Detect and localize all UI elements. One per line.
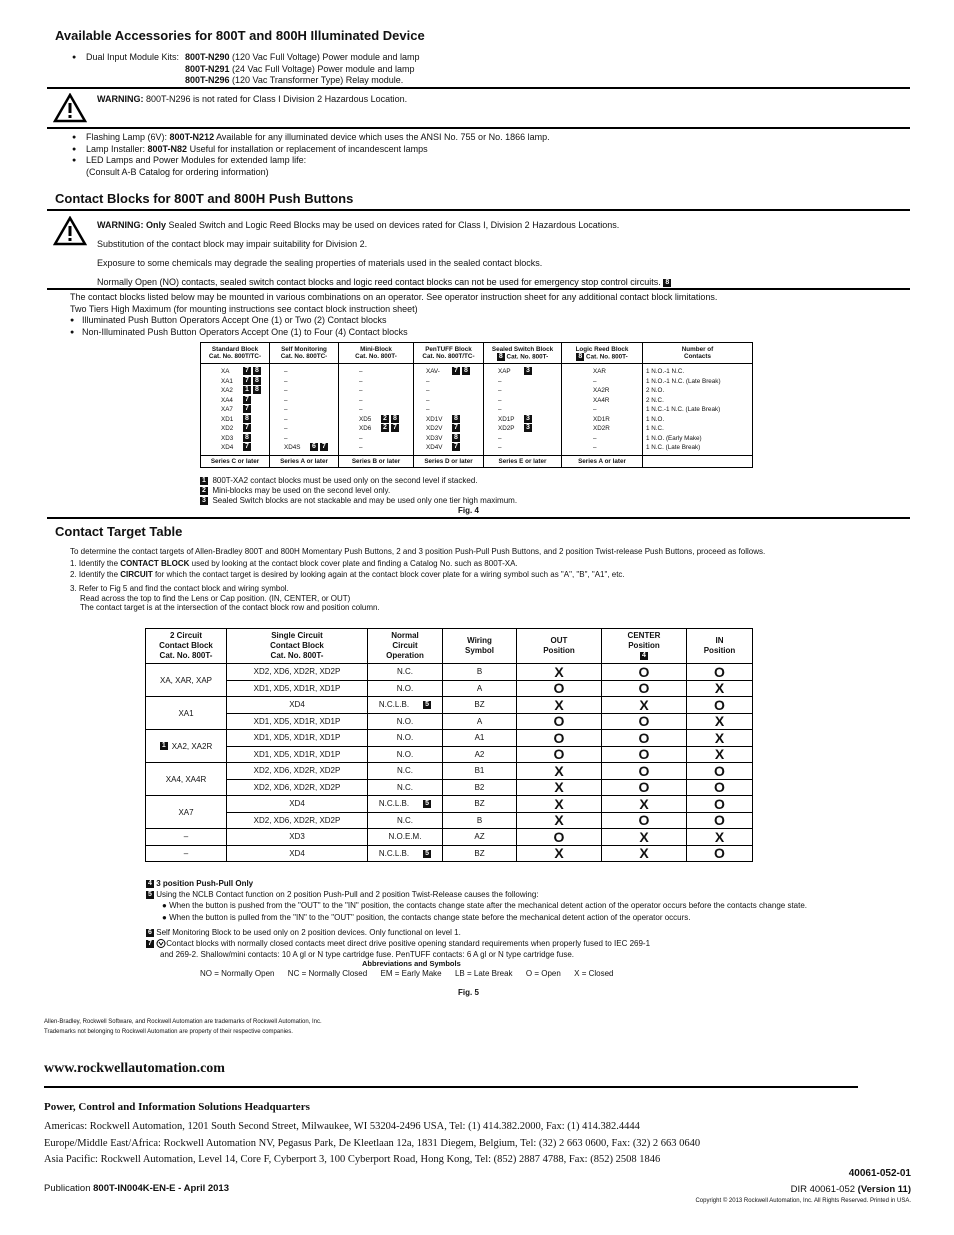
series-label: Series A or later: [562, 456, 643, 468]
mini-cells: [339, 364, 414, 456]
cell-entry: 2 N.O.: [646, 387, 665, 394]
cell-entry: XD1R: [593, 415, 610, 423]
single-circuit-block: XD1, XD5, XD1R, XD1P: [227, 730, 368, 747]
note-badge: 6: [310, 443, 318, 451]
center-position-target: O: [602, 730, 687, 747]
single-circuit-block: XD2, XD6, XD2R, XD2P: [227, 763, 368, 780]
warning-rule-bottom: [47, 127, 910, 129]
cell-entry: –: [284, 415, 288, 423]
wiring-symbol: B2: [443, 779, 517, 796]
warning-icon: [53, 93, 87, 123]
cell-entry: 1 N.O.-1 N.C. (Late Break): [646, 377, 721, 385]
wiring-symbol: A: [443, 713, 517, 730]
fig4-caption: Fig. 4: [458, 506, 479, 515]
cell-entry: XD4V 7: [426, 443, 483, 453]
pentuff-cells: [414, 364, 484, 456]
positive-opening-icon: [156, 939, 166, 948]
col-wiring-symbol: Wiring Symbol: [443, 629, 517, 664]
single-circuit-block: XD1, XD5, XD1R, XD1P: [227, 680, 368, 697]
note-badge: 7: [452, 443, 460, 451]
contact-target-title: Contact Target Table: [55, 524, 183, 539]
cell-entry: –: [359, 396, 363, 404]
out-position-target: O: [517, 829, 602, 846]
contact-blocks-title: Contact Blocks for 800T and 800H Push Buttons: [55, 191, 354, 206]
table-row: [146, 796, 753, 813]
table-row: [146, 697, 753, 714]
note-badge: 8: [253, 386, 261, 394]
series-label: Series B or later: [339, 456, 414, 468]
center-position-target: X: [602, 829, 687, 846]
cell-entry: –: [359, 434, 363, 442]
note-badge: 7: [243, 443, 251, 451]
cell-entry: XA4R: [593, 396, 610, 404]
table-row: [146, 812, 753, 829]
note-badge: 7: [243, 424, 251, 432]
cell-entry: XA2 1 8: [221, 386, 269, 396]
cell-entry: –: [284, 406, 288, 413]
center-position-target: O: [602, 664, 687, 681]
hq-addresses: Americas: Rockwell Automation, 1201 South Second Street, Milwaukee, WI 53204-2496 USA, Tel: (1) 414.382.2000, Fax: (1) 414.382.4444 Europe/Middle East/Africa: Rockwell Automation NV, Pegasus Park, De Kleetlaan 12a, 1831 Diegem, Belgium, Tel: (32) 2 663 0600, Fax: (32) 2 663 0640 Asia Pacific: Rockwell Automation, Level 14, Core F, Cyberport 3, 100 Cyberport Road, Hong Kong, Tel: (852) 2887 4788, Fax: (852) 2508 1846: [44, 1121, 701, 1165]
single-circuit-block: XD3: [227, 829, 368, 846]
in-position-target: O: [687, 796, 753, 813]
in-position-target: X: [687, 680, 753, 697]
cell-entry: –: [359, 368, 363, 375]
center-position-target: X: [602, 796, 687, 813]
contact-blocks-intro: The contact blocks listed below may be mounted in various combinations on an operator. See operator instruction sheet for any additional contact block limitations. Two Tiers High Maximum (for mounting instructions see contact block instruction sheet) ● Illuminated Push Button Operators Accept One (1) or Two (2) Contact blocks ● Non-Illuminated Push Button Operators Accept One (1) to Four (4) Contact blocks: [70, 292, 718, 337]
cell-entry: 1 N.O.: [646, 415, 665, 423]
accessories-title: Available Accessories for 800T and 800H Illuminated Device: [55, 28, 425, 43]
series-label: [643, 456, 753, 468]
in-position-target: O: [687, 845, 753, 862]
table-header-row: [146, 629, 753, 664]
note-badge: 7: [243, 367, 251, 375]
col-normal-operation: Normal Circuit Operation: [368, 629, 443, 664]
wiring-symbol: B1: [443, 763, 517, 780]
single-circuit-block: XD4: [227, 697, 368, 714]
col-in-position: IN Position: [687, 629, 753, 664]
out-position-target: O: [517, 746, 602, 763]
two-circuit-block: XA, XAR, XAP: [146, 664, 227, 697]
col-self-monitoring: Self Monitoring Cat. No. 800TC-: [270, 343, 339, 364]
col-pentuff: PenTUFF Block Cat. No. 800T/TC-: [414, 343, 484, 364]
normal-operation: N.C.L.B. 5: [368, 697, 443, 714]
col-single-circuit: Single Circuit Contact Block Cat. No. 800T-: [227, 629, 368, 664]
note-badge: 4: [640, 652, 648, 660]
out-position-target: X: [517, 763, 602, 780]
single-circuit-block: XD2, XD6, XD2R, XD2P: [227, 812, 368, 829]
out-position-target: O: [517, 730, 602, 747]
cell-entry: XD1V 8: [426, 415, 483, 425]
out-position-target: X: [517, 796, 602, 813]
table-row: [146, 713, 753, 730]
in-position-target: X: [687, 829, 753, 846]
in-position-target: O: [687, 697, 753, 714]
cell-entry: –: [498, 444, 502, 451]
fig5-notes: 4 3 position Push-Pull Only 5 Using the NCLB Contact function on 2 position Push-Pull and 2 position Twist-Release causes the following: ● When the button is pushed from the "OUT" to the "IN" position, the contacts change state after the mechanical detent action of the operator occurs before the contacts change state. ● When the button is pulled from the "IN" to the "OUT" position, the contacts change state before the mechanical detent action of the operator occurs. 6 Self Monitoring Block to be used only on 2 position devices. Only functional on level 1. 7 Contact blocks with normally closed contacts meet direct drive positive opening standard requirements when properly fused to IEC 269-1 and 269-2. Shallow/mini contacts: 10 A gl or N type cartridge fuse. PenTUFF contacts: 6 A gl or N type cartridge fuse.: [146, 878, 807, 960]
normal-operation: N.C.: [368, 779, 443, 796]
cell-entry: –: [284, 425, 288, 432]
cell-entry: XD1P 3: [498, 415, 561, 425]
cell-entry: XD2P 3: [498, 424, 561, 434]
cell-entry: XD3 8: [221, 434, 269, 444]
contact-target-table: [145, 628, 753, 862]
cell-entry: XAV- 7 8: [426, 367, 483, 377]
cell-entry: XD4 7: [221, 443, 269, 453]
out-position-target: X: [517, 697, 602, 714]
col-contacts: Number of Contacts: [643, 343, 753, 364]
cell-entry: XD6 2 7: [359, 424, 413, 434]
normal-operation: N.C.: [368, 664, 443, 681]
cell-entry: 1 N.C.-1 N.C. (Late Break): [646, 406, 721, 413]
in-position-target: X: [687, 713, 753, 730]
cell-entry: –: [498, 396, 502, 404]
standard-cells: [201, 364, 270, 456]
series-label: Series A or later: [270, 456, 339, 468]
col-sealed: Sealed Switch Block 8 Cat. No. 800T-: [484, 343, 562, 364]
warning-n296: WARNING: 800T-N296 is not rated for Class I Division 2 Hazardous Location.: [97, 94, 408, 104]
note-badge: 5: [423, 800, 431, 808]
cell-entry: –: [498, 406, 502, 413]
cell-entry: –: [359, 387, 363, 394]
cell-entry: XA1 7 8: [221, 377, 269, 387]
table-row: [146, 779, 753, 796]
in-position-target: O: [687, 763, 753, 780]
cell-entry: XD1 8: [221, 415, 269, 425]
center-position-target: X: [602, 697, 687, 714]
cell-entry: –: [359, 444, 363, 451]
single-circuit-block: XD1, XD5, XD1R, XD1P: [227, 713, 368, 730]
note-badge: 2: [381, 415, 389, 423]
in-position-target: X: [687, 746, 753, 763]
two-circuit-block: –: [146, 829, 227, 846]
cell-entry: –: [284, 434, 288, 442]
cell-entry: –: [426, 387, 430, 394]
cell-entry: 2 N.C.: [646, 396, 664, 404]
note-badge: 8: [243, 434, 251, 442]
single-circuit-block: XD2, XD6, XD2R, XD2P: [227, 664, 368, 681]
two-circuit-block: –: [146, 845, 227, 862]
cell-entry: XA2R: [593, 387, 610, 394]
contacts-cells: [643, 364, 753, 456]
table-header-row: [201, 343, 753, 364]
series-row: [201, 456, 753, 468]
in-position-target: O: [687, 664, 753, 681]
warning-icon: [53, 216, 87, 246]
cell-entry: –: [593, 406, 597, 413]
cell-entry: –: [284, 368, 288, 375]
cell-entry: –: [426, 377, 430, 385]
cell-entry: –: [593, 444, 597, 451]
cell-entry: XA4 7: [221, 396, 269, 406]
center-position-target: O: [602, 680, 687, 697]
fig5-caption: Fig. 5: [458, 988, 479, 997]
note-badge: 7: [243, 377, 251, 385]
in-position-target: X: [687, 730, 753, 747]
cell-entry: XAP 3: [498, 367, 561, 377]
note-badge: 7: [452, 367, 460, 375]
two-circuit-block: 1 XA2, XA2R: [146, 730, 227, 763]
cell-entry: XD2R: [593, 425, 610, 432]
note-badge: 5: [423, 701, 431, 709]
self-monitoring-cells: [270, 364, 339, 456]
cell-entry: XD2V 7: [426, 424, 483, 434]
col-out-position: OUT Position: [517, 629, 602, 664]
center-position-target: O: [602, 713, 687, 730]
cell-entry: 1 N.O. (Early Make): [646, 434, 702, 442]
cell-entry: 1 N.C.: [646, 425, 664, 432]
section-rule: [47, 517, 910, 519]
note-badge: 8: [253, 367, 261, 375]
note-badge: 3: [524, 424, 532, 432]
cell-entry: –: [359, 377, 363, 385]
note-badge: 8: [452, 434, 460, 442]
note-badge: 8: [462, 367, 470, 375]
center-position-target: O: [602, 763, 687, 780]
normal-operation: N.O.: [368, 713, 443, 730]
wiring-symbol: B: [443, 812, 517, 829]
normal-operation: N.O.: [368, 746, 443, 763]
cell-entry: –: [284, 377, 288, 385]
note-badge: 7: [391, 424, 399, 432]
note-badge: 5: [423, 850, 431, 858]
note-badge: 8: [243, 415, 251, 423]
warning-rule-top: [47, 87, 910, 89]
wiring-symbol: BZ: [443, 845, 517, 862]
normal-operation: N.C.L.B. 5: [368, 796, 443, 813]
website-link[interactable]: www.rockwellautomation.com: [44, 1061, 225, 1076]
single-circuit-block: XD1, XD5, XD1R, XD1P: [227, 746, 368, 763]
cell-entry: XD5 2 8: [359, 415, 413, 425]
series-label: Series E or later: [484, 456, 562, 468]
cell-entry: XD2 7: [221, 424, 269, 434]
accessory-items: ● Flashing Lamp (6V): 800T-N212 Available for any illuminated device which uses the ANSI No. 755 or No. 1866 lamp. ● Lamp Installer: 800T-N82 Useful for installation or replacement of incandescent lamps ● LED Lamps and Power Modules for extended lamp life: (Consult A-B Catalog for ordering information): [72, 132, 550, 177]
note-badge: 3: [524, 367, 532, 375]
center-position-target: X: [602, 845, 687, 862]
table-row: [146, 763, 753, 780]
out-position-target: X: [517, 664, 602, 681]
cell-entry: XD4S 6 7: [284, 443, 338, 453]
normal-operation: N.O.E.M.: [368, 829, 443, 846]
normal-operation: N.C.: [368, 812, 443, 829]
wiring-symbol: A1: [443, 730, 517, 747]
document-ids: 40061-052-01 DIR 40061-052 (Version 11) Copyright © 2013 Rockwell Automation, Inc. All Rights Reserved. Printed in USA.: [695, 1168, 911, 1204]
wiring-symbol: BZ: [443, 796, 517, 813]
note-badge: 8: [391, 415, 399, 423]
abbr-list: NO = Normally Open NC = Normally Closed EM = Early Make LB = Late Break O = Open X = Closed: [200, 969, 614, 978]
two-circuit-block: XA1: [146, 697, 227, 730]
cell-entry: –: [593, 377, 597, 385]
two-circuit-block: XA7: [146, 796, 227, 829]
table-row: [146, 845, 753, 862]
cell-entry: –: [284, 396, 288, 404]
contact-target-instructions: To determine the contact targets of Allen-Bradley 800T and 800H Momentary Push Buttons, 2 and 3 position Push-Pull Push Buttons, and 2 position Twist-release Push Buttons, proceed as follows. 1. Identify the CONTACT BLOCK used by looking at the contact block cover plate and finding a Catalog No. such as 800T-XA. 2. Identify the CIRCUIT for which the contact target is desired by looking again at the contact block cover plate for a wiring symbol such as "A", "B", "A1", etc. 3. Refer to Fig 5 and find the contact block and wiring symbol. Read across the top to find the Lens or Cap position. (IN, CENTER, or OUT) The contact target is at the intersection of the contact block row and position column.: [70, 547, 766, 612]
wiring-symbol: BZ: [443, 697, 517, 714]
out-position-target: O: [517, 680, 602, 697]
hq-title: Power, Control and Information Solutions Headquarters: [44, 1101, 310, 1113]
in-position-target: O: [687, 812, 753, 829]
wiring-symbol: A: [443, 680, 517, 697]
reed-cells: [562, 364, 643, 456]
center-position-target: O: [602, 812, 687, 829]
center-position-target: O: [602, 746, 687, 763]
cell-entry: –: [426, 396, 430, 404]
warning2-rule-top: [47, 209, 910, 211]
warning-sealed: WARNING: Only Sealed Switch and Logic Reed Blocks may be used on devices rated for Class I, Division 2 Hazardous Locations. Substitution of the contact block may impair suitability for Division 2. Exposure to some chemicals may degrade the sealing properties of materials used in the sealed contact blocks. Normally Open (NO) contacts, sealed switch contact blocks and logic reed contact blocks can not be used for emergency stop control circuits. 8: [97, 216, 671, 292]
out-position-target: X: [517, 779, 602, 796]
trademarks: Allen-Bradley, Rockwell Software, and Rockwell Automation are trademarks of Rockwell Automation, Inc. Trademarks not belonging to Rockwell Automation are property of their respective companies.: [44, 1019, 322, 1035]
cell-entry: XA 7 8: [221, 367, 269, 377]
contact-blocks-table: [200, 342, 753, 468]
note-badge: 7: [243, 396, 251, 404]
table-row: [146, 664, 753, 681]
normal-operation: N.O.: [368, 680, 443, 697]
cell-entry: –: [498, 434, 502, 442]
note-badge: 7: [452, 424, 460, 432]
wiring-symbol: B: [443, 664, 517, 681]
single-circuit-block: XD4: [227, 796, 368, 813]
single-circuit-block: XD2, XD6, XD2R, XD2P: [227, 779, 368, 796]
cell-entry: XA7 7: [221, 405, 269, 415]
wiring-symbol: A2: [443, 746, 517, 763]
out-position-target: O: [517, 713, 602, 730]
note-badge: 7: [320, 443, 328, 451]
wiring-symbol: AZ: [443, 829, 517, 846]
warning2-rule-bottom: [47, 288, 910, 290]
note-badge: 8: [253, 377, 261, 385]
out-position-target: X: [517, 812, 602, 829]
two-circuit-block: XA4, XA4R: [146, 763, 227, 796]
cell-entry: –: [359, 406, 363, 413]
note-badge: 7: [243, 405, 251, 413]
abbr-title: Abbreviations and Symbols: [362, 959, 461, 968]
cell-entry: 1 N.O.-1 N.C.: [646, 368, 685, 375]
col-standard: Standard Block Cat. No. 800T/TC-: [201, 343, 270, 364]
cell-entry: XAR: [593, 368, 606, 375]
table-row: [146, 829, 753, 846]
fig4-notes: 1 800T-XA2 contact blocks must be used only on the second level if stacked. 2 Mini-blocks may be used on the second level only. 3 Sealed Switch blocks are not stackable and may be used only one tier high maximum.: [200, 476, 517, 506]
cell-entry: –: [498, 387, 502, 394]
cell-entry: –: [498, 377, 502, 385]
cell-entry: 1 N.C. (Late Break): [646, 444, 701, 451]
note-badge: 8: [452, 415, 460, 423]
footer-rule: [44, 1086, 858, 1088]
series-label: Series D or later: [414, 456, 484, 468]
center-position-target: O: [602, 779, 687, 796]
publication: Publication 800T-IN004K-EN-E - April 2013: [44, 1183, 229, 1194]
col-mini: Mini-Block Cat. No. 800T-: [339, 343, 414, 364]
table-row: [146, 746, 753, 763]
in-position-target: O: [687, 779, 753, 796]
cell-entry: –: [284, 387, 288, 394]
col-center-position: CENTER Position 4: [602, 629, 687, 664]
note-badge: 2: [381, 424, 389, 432]
col-2-circuit: 2 Circuit Contact Block Cat. No. 800T-: [146, 629, 227, 664]
series-label: Series C or later: [201, 456, 270, 468]
normal-operation: N.O.: [368, 730, 443, 747]
out-position-target: X: [517, 845, 602, 862]
col-reed: Logic Reed Block 8 Cat. No. 800T-: [562, 343, 643, 364]
table-row: [146, 730, 753, 747]
single-circuit-block: XD4: [227, 845, 368, 862]
cell-entry: –: [426, 406, 430, 413]
normal-operation: N.C.L.B. 5: [368, 845, 443, 862]
normal-operation: N.C.: [368, 763, 443, 780]
sealed-cells: [484, 364, 562, 456]
note-badge: 3: [524, 415, 532, 423]
note-badge: 1: [243, 386, 251, 394]
cell-entry: –: [593, 434, 597, 442]
cell-entry: XD3V 8: [426, 434, 483, 444]
table-row: [146, 680, 753, 697]
